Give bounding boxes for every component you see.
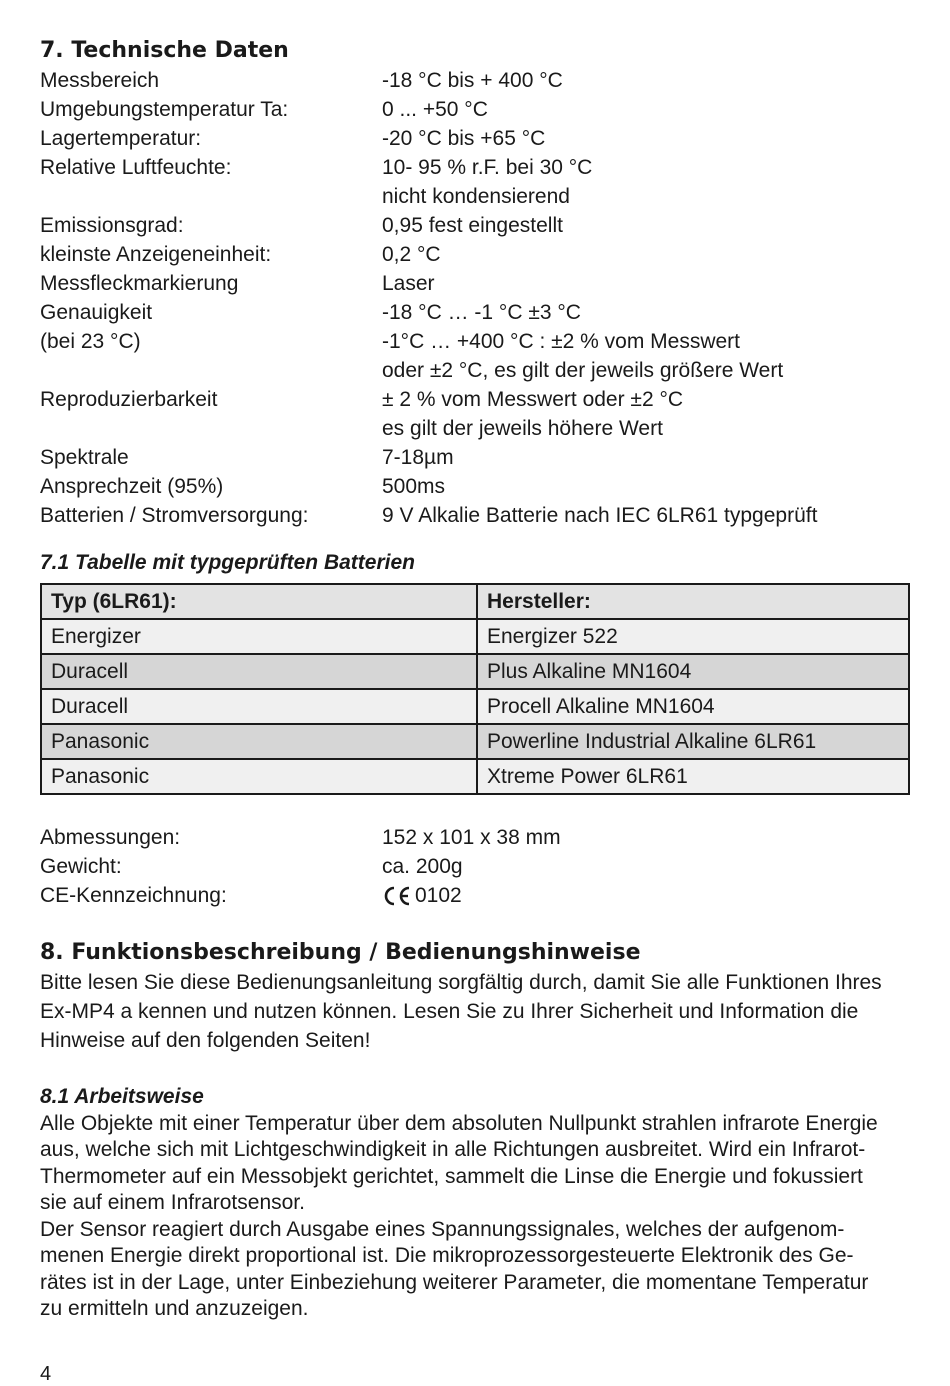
document-page	[40, 36, 910, 1323]
spec-value: 0,95 fest eingestellt	[382, 214, 563, 237]
spec-row	[40, 472, 910, 501]
spec-label: Abmessungen:	[40, 826, 181, 849]
text-line: Alle Objekte mit einer Temperatur über dem absoluten Nullpunkt strahlen infrarote Energie	[40, 1111, 878, 1135]
spec-row	[40, 269, 910, 298]
spec-row	[40, 881, 910, 914]
spec-label: Umgebungstemperatur Ta:	[40, 98, 289, 121]
spec-label: CE-Kennzeichnung:	[40, 884, 227, 907]
spec-label: Relative Luftfeuchte:	[40, 156, 232, 179]
spec-row	[40, 852, 910, 881]
section-8-paragraph	[40, 968, 910, 1055]
spec-row	[40, 153, 910, 211]
ce-mark	[382, 881, 462, 910]
spec-value: 10- 95 % r.F. bei 30 °C nicht kondensierend	[382, 156, 593, 208]
spec-label: Batterien / Stromversorgung:	[40, 504, 309, 527]
section-8-heading: 8. Funktionsbeschreibung / Bedienungshinweise	[40, 939, 641, 965]
section-8-1-heading: 8.1 Arbeitsweise	[40, 1084, 204, 1108]
table-cell: Panasonic	[41, 724, 477, 759]
page-number: 4	[40, 1363, 52, 1385]
spec-label: Ansprechzeit (95%)	[40, 475, 224, 498]
spec-row	[40, 385, 910, 443]
table-row	[41, 759, 909, 794]
ce-mark-icon	[382, 886, 412, 906]
spec-value: 7-18µm	[382, 446, 454, 469]
table-header-row	[41, 584, 909, 619]
table-cell: Energizer	[41, 619, 477, 654]
table-row	[41, 619, 909, 654]
spec-label: Messbereich	[40, 69, 160, 92]
text-line: rätes ist in der Lage, unter Einbeziehung weiterer Parameter, die momentane Temperatur	[40, 1270, 869, 1294]
spec-label: Emissionsgrad:	[40, 214, 184, 237]
spec-value: ca. 200g	[382, 855, 463, 878]
spec-label: (bei 23 °C)	[40, 330, 141, 353]
battery-table	[40, 583, 910, 795]
table-cell: Energizer 522	[477, 619, 909, 654]
spec-row	[40, 240, 910, 269]
spec-value	[382, 881, 910, 914]
section-8-1-paragraph	[40, 1111, 910, 1323]
spec-row	[40, 443, 910, 472]
spec-value: ± 2 % vom Messwert oder ±2 °C es gilt der jeweils höhere Wert	[382, 388, 684, 440]
spec-value: 0,2 °C	[382, 243, 441, 266]
spec-value: Laser	[382, 272, 435, 295]
spec-row	[40, 298, 910, 327]
text-line: zu ermitteln und anzuzeigen.	[40, 1297, 309, 1320]
table-cell: Powerline Industrial Alkaline 6LR61	[477, 724, 909, 759]
spec-label: Spektrale	[40, 446, 129, 469]
table-cell: Panasonic	[41, 759, 477, 794]
spec-label: Gewicht:	[40, 855, 122, 878]
text-line: menen Energie direkt proportional ist. Die mikroprozessorgesteuerte Elektronik des Ge-	[40, 1244, 854, 1267]
spec-row	[40, 95, 910, 124]
spec-row	[40, 501, 910, 530]
table-cell: Procell Alkaline MN1604	[477, 689, 909, 724]
table-header-cell: Hersteller:	[477, 584, 909, 619]
text-line: Ex-MP4 a kennen und nutzen können. Lesen Sie zu Ihrer Sicherheit und Information die	[40, 999, 859, 1023]
spec-value: 9 V Alkalie Batterie nach IEC 6LR61 typgeprüft	[382, 504, 818, 527]
spec-label: Genauigkeit	[40, 301, 153, 324]
text-line: aus, welche sich mit Lichtgeschwindigkeit in alle Richtungen ausbreitet. Wird ein Infrarot-	[40, 1138, 866, 1161]
spec-label: Messfleckmarkierung	[40, 272, 239, 295]
section-7-heading: 7. Technische Daten	[40, 38, 289, 63]
ce-number: 0102	[415, 884, 462, 907]
spec-row	[40, 66, 910, 95]
spec-label: Reproduzierbarkeit	[40, 388, 218, 411]
spec-value: -20 °C bis +65 °C	[382, 127, 546, 150]
spec-value: -18 °C … -1 °C ±3 °C	[382, 301, 581, 324]
spec-row	[40, 823, 910, 852]
text-line: sie auf einem Infrarotsensor.	[40, 1191, 305, 1214]
spec-value: 0 ... +50 °C	[382, 98, 488, 121]
table-row	[41, 724, 909, 759]
text-line: Der Sensor reagiert durch Ausgabe eines Spannungssignales, welches der aufgenom-	[40, 1217, 845, 1241]
spec-row	[40, 124, 910, 153]
spec-row	[40, 327, 910, 385]
text-line: Hinweise auf den folgenden Seiten!	[40, 1028, 371, 1052]
spec-list-2	[40, 823, 910, 914]
spec-list	[40, 66, 910, 530]
text-line: Thermometer auf ein Messobjekt gerichtet, sammelt die Linse die Energie und fokussiert	[40, 1164, 863, 1188]
table-cell: Duracell	[41, 689, 477, 724]
spec-value: 152 x 101 x 38 mm	[382, 826, 561, 849]
section-7-1-heading: 7.1 Tabelle mit typgeprüften Batterien	[40, 551, 415, 574]
table-cell: Plus Alkaline MN1604	[477, 654, 909, 689]
spec-label: Lagertemperatur:	[40, 127, 202, 150]
table-row	[41, 654, 909, 689]
table-cell: Xtreme Power 6LR61	[477, 759, 909, 794]
spec-row	[40, 211, 910, 240]
text-line: Bitte lesen Sie diese Bedienungsanleitung sorgfältig durch, damit Sie alle Funktionen Ihres	[40, 970, 882, 994]
table-header-cell: Typ (6LR61):	[41, 584, 477, 619]
table-row	[41, 689, 909, 724]
spec-value: -1°C … +400 °C : ±2 % vom Messwert oder ±2 °C, es gilt der jeweils größere Wert	[382, 330, 784, 382]
spec-value: 500ms	[382, 475, 446, 498]
table-cell: Duracell	[41, 654, 477, 689]
spec-label: kleinste Anzeigeneinheit:	[40, 243, 272, 266]
spec-value: -18 °C bis + 400 °C	[382, 69, 563, 92]
